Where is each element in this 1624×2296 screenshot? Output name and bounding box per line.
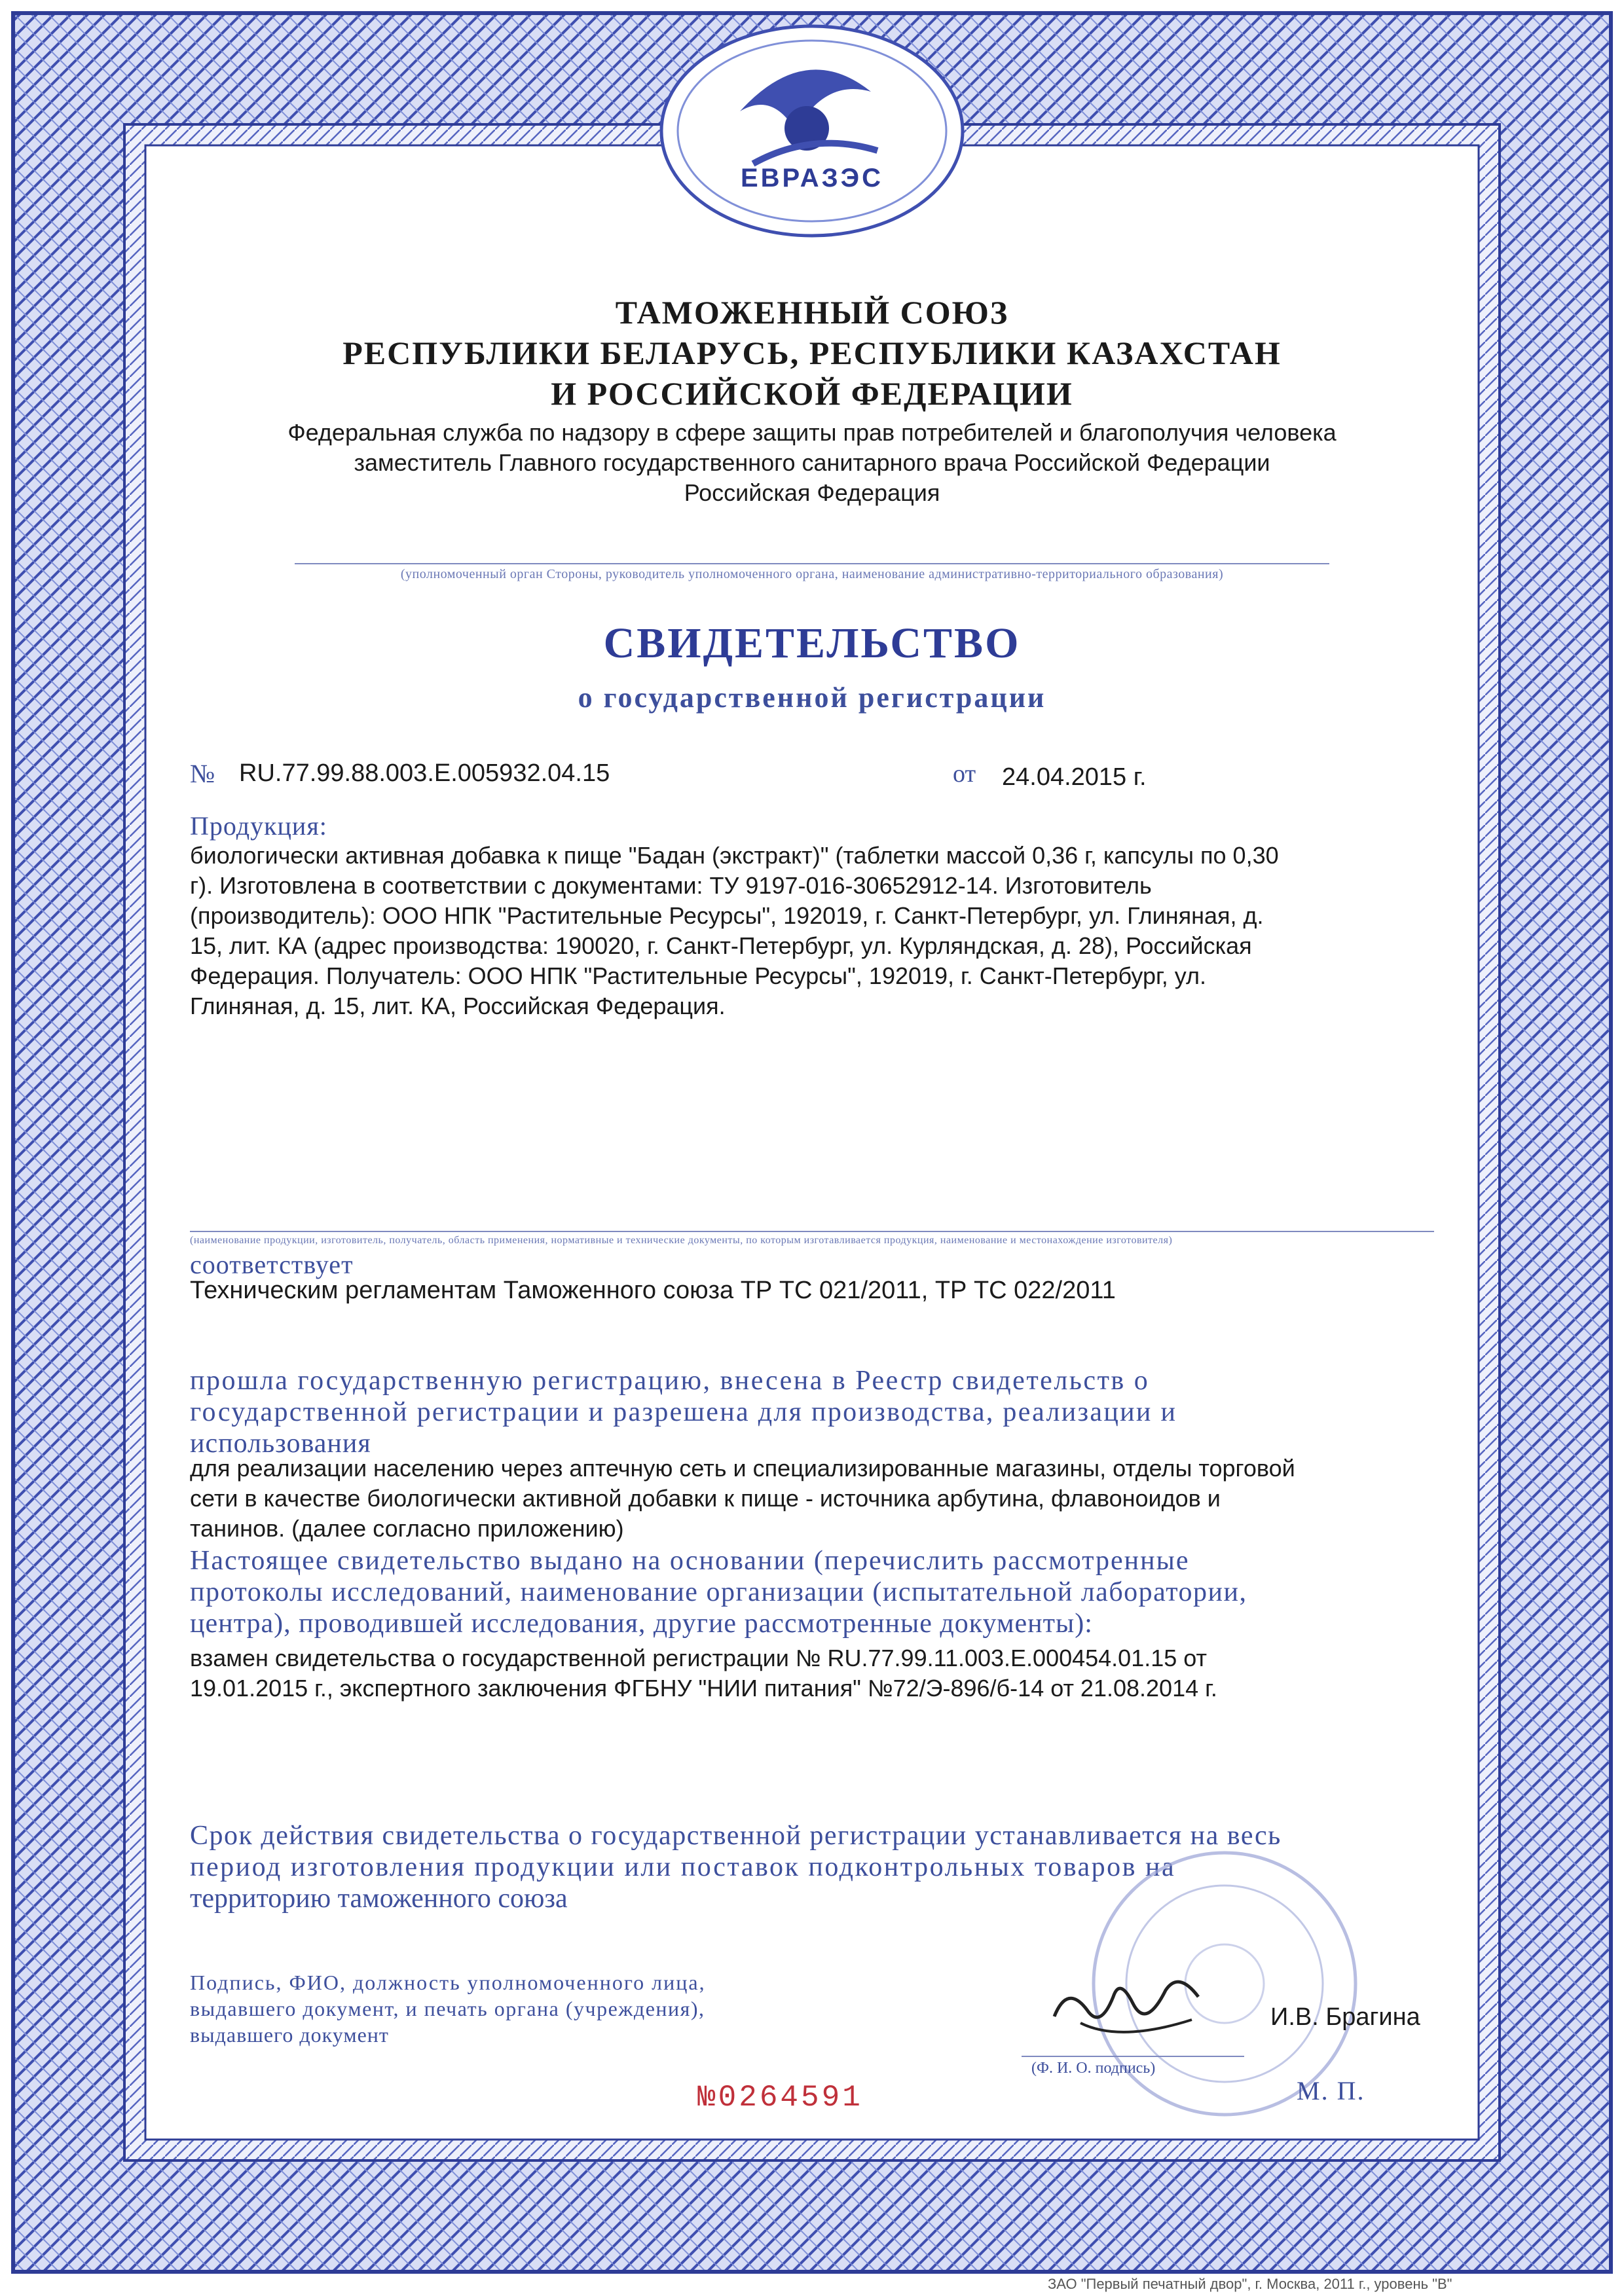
product-line: (производитель): ООО НПК "Растительные Ресурсы", 192019, г. Санкт-Петербург, ул. Глиняная, д.	[190, 902, 1264, 929]
usage-line: танинов. (далее согласно приложению)	[190, 1515, 624, 1542]
compliance-caption: (наименование продукции, изготовитель, получатель, область применения, нормативные и технические документы, по которым изготавливается продукция, наименование и местонахождение изготовителя)	[190, 1235, 1173, 1246]
validity-line1: Срок действия свидетельства о государственной регистрации устанавливается на весь	[190, 1821, 1282, 1851]
passed-line2: государственной регистрации и разрешена для производства, реализации и	[190, 1397, 1177, 1427]
printer-note: ЗАО "Первый печатный двор", г. Москва, 2011 г., уровень "В"	[1048, 2276, 1452, 2292]
registration-date: 24.04.2015 г.	[1002, 763, 1147, 791]
agency-line3: Российская Федерация	[684, 479, 940, 506]
stamp-place: М. П.	[1297, 2076, 1365, 2105]
validity-line3: территорию таможенного союза	[190, 1884, 568, 1914]
signature-caption-line2: выдавшего документ, и печать органа (учреждения),	[190, 1997, 705, 2020]
compliance-value: Техническим регламентам Таможенного союза ТР ТС 021/2011, ТР ТС 022/2011	[190, 1277, 1116, 1304]
union-title-line3: И РОССИЙСКОЙ ФЕДЕРАЦИИ	[551, 375, 1073, 412]
union-title-line2: РЕСПУБЛИКИ БЕЛАРУСЬ, РЕСПУБЛИКИ КАЗАХСТАН	[342, 335, 1282, 371]
emblem-logo-text: ЕВРАЗЭС	[740, 164, 884, 192]
product-line: Глиняная, д. 15, лит. КА, Российская Федерация.	[190, 993, 726, 1019]
date-label: от	[953, 760, 976, 788]
agency-line2: заместитель Главного государственного санитарного врача Российской Федерации	[354, 449, 1270, 476]
passed-line1: прошла государственную регистрацию, внесена в Реестр свидетельств о	[190, 1366, 1150, 1396]
product-line: биологически активная добавка к пище "Бадан (экстракт)" (таблетки массой 0,36 г, капсулы по 0,30	[190, 842, 1279, 869]
signature-caption-line3: выдавшего документ	[190, 2023, 389, 2047]
emblem	[661, 26, 963, 236]
validity-line2: период изготовления продукции или поставок подконтрольных товаров на	[190, 1852, 1176, 1882]
form-number: №0264591	[697, 2081, 863, 2115]
usage-line: сети в качестве биологически активной добавки к пище - источника арбутина, флавоноидов и	[190, 1485, 1221, 1512]
signatory-name: И.В. Брагина	[1270, 2003, 1420, 2031]
registration-number: RU.77.99.88.003.E.005932.04.15	[239, 759, 610, 787]
product-line: 15, лит. КА (адрес производства: 190020, г. Санкт-Петербург, ул. Курляндская, д. 28), Российская	[190, 932, 1252, 959]
agency-caption: (уполномоченный орган Стороны, руководитель уполномоченного органа, наименование административно-территориального образования)	[400, 567, 1224, 581]
signatory-name-caption: (Ф. И. О. подпись)	[1031, 2060, 1156, 2077]
signature-caption-line1: Подпись, ФИО, должность уполномоченного лица,	[190, 1971, 706, 1994]
certificate-subtitle: о государственной регистрации	[578, 682, 1046, 714]
basis-document-line: 19.01.2015 г., экспертного заключения ФГБНУ "НИИ питания" №72/Э-896/б-14 от 21.08.2014 г.	[190, 1675, 1217, 1702]
handwritten-signature	[1041, 1958, 1211, 2056]
basis-line2: протоколы исследований, наименование организации (испытательной лаборатории,	[190, 1577, 1247, 1607]
compliance-label: соответствует	[190, 1250, 354, 1279]
number-label: №	[190, 759, 215, 788]
product-line: Федерация. Получатель: ООО НПК "Растительные Ресурсы", 192019, г. Санкт-Петербург, ул.	[190, 962, 1206, 989]
basis-document-line: взамен свидетельства о государственной регистрации № RU.77.99.11.003.E.000454.01.15 от	[190, 1645, 1207, 1671]
basis-line1: Настоящее свидетельство выдано на основании (перечислить рассмотренные	[190, 1546, 1190, 1576]
product-line: г). Изготовлена в соответствии с документами: ТУ 9197-016-30652912-14. Изготовитель	[190, 872, 1152, 899]
basis-line3: центра), проводившей исследования, другие рассмотренные документы):	[190, 1609, 1093, 1639]
usage-line: для реализации населению через аптечную сеть и специализированные магазины, отделы торговой	[190, 1455, 1295, 1482]
agency-line1: Федеральная служба по надзору в сфере защиты прав потребителей и благополучия человека	[287, 419, 1337, 446]
product-label: Продукция:	[190, 811, 327, 841]
certificate-title: СВИДЕТЕЛЬСТВО	[603, 619, 1021, 667]
passed-line3: использования	[190, 1429, 371, 1459]
union-title-line1: ТАМОЖЕННЫЙ СОЮЗ	[615, 294, 1009, 331]
